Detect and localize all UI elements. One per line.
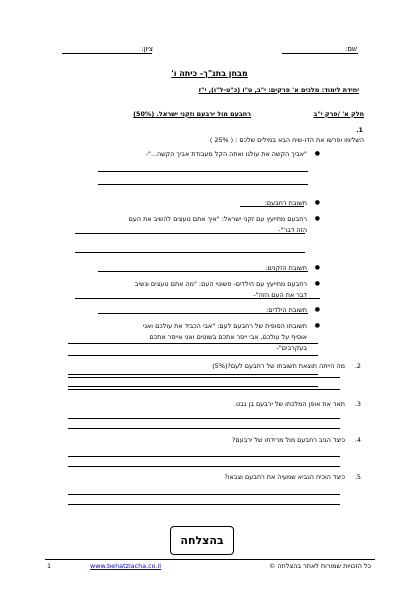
- grade-line[interactable]: [62, 53, 152, 54]
- q1-item-text: תשובתו הסופית של רחבעם לעם: "אבי הכביד את עולכם ואני: [143, 322, 307, 330]
- answer-line[interactable]: [68, 377, 340, 378]
- q1-item-text-cont: דבר את העם הזה"-: [253, 291, 307, 299]
- grade-label: ציון:: [141, 45, 153, 53]
- q2-text: מה הייתה תוצאת תשובתו של רחבעם לעם?(5%): [212, 362, 345, 370]
- q5-text: כיצד הוכיח הנביא שמעיה את רחבעם וצבאו?: [224, 473, 345, 481]
- q1-item-text-cont: אוסיף על עולכם, אבי ייסר אתכם בשוטים ואני אייסר אתכם: [149, 333, 307, 341]
- bullet-icon: ●: [314, 150, 320, 157]
- answer-line[interactable]: [75, 298, 320, 299]
- name-label: שם:: [345, 45, 357, 53]
- q1-item-text: תשובת הילדים:: [266, 306, 307, 314]
- q1-item-text: רחבעם מתייעץ עם הילדים- פשוטי העם: "מה אתם נועצים ונשיב: [134, 280, 307, 288]
- bullet-icon: ●: [314, 280, 320, 287]
- q1-item-text-cont: הזה דבר"-: [278, 226, 307, 234]
- bullet-icon: ●: [314, 199, 320, 206]
- name-line[interactable]: [282, 53, 358, 54]
- q1-number: 1.: [356, 126, 363, 134]
- page-number: 1: [47, 562, 52, 570]
- answer-line[interactable]: [68, 355, 318, 356]
- section-topic: רחבעם מול ירבעם וזקני ישראל. (50%): [133, 110, 251, 118]
- answer-line[interactable]: [68, 504, 340, 505]
- answer-line[interactable]: [68, 428, 340, 429]
- q1-item-text: "אביך הקשה את עולנו ואתה הקל מעבודת אביך הקשה..."-: [145, 150, 307, 158]
- q1-intro: השלימו ופרשו את הדו-שיח הבא במילים שלכם : ( 25% ): [209, 136, 364, 144]
- answer-line[interactable]: [98, 171, 308, 172]
- q2-number: 2.: [354, 362, 361, 370]
- footer-website-link[interactable]: www.behatzlacha.co.il: [90, 562, 162, 570]
- answer-line[interactable]: [68, 456, 340, 457]
- answer-line[interactable]: [68, 389, 340, 390]
- footer-copyright: כל הזכויות שמורות לאתר בהצלחה ©: [269, 562, 371, 570]
- site-logo: [170, 526, 234, 555]
- bullet-icon: ●: [314, 215, 320, 222]
- answer-line[interactable]: [68, 386, 318, 387]
- q3-text: תאר את אופן המלכתו של ירבעם בן נבט.: [234, 400, 345, 408]
- q4-text: כיצד הגיב רחבעם מול מרידתו של ירבעם?: [232, 436, 345, 444]
- answer-line[interactable]: [98, 184, 308, 185]
- bullet-icon: ●: [314, 306, 320, 313]
- logo-text: בהצלחה: [180, 534, 224, 547]
- q3-number: 3.: [354, 400, 361, 408]
- answer-line[interactable]: [68, 374, 318, 375]
- q1-item-text-cont: בעקרבים"-: [276, 344, 307, 352]
- q1-item-text: רחבעם מתייעץ עם זקני ישראל: "איך אתם נועצים להשיב את העם: [128, 215, 307, 223]
- answer-line[interactable]: [68, 418, 340, 419]
- answer-line[interactable]: [75, 252, 305, 253]
- section-part: חלק א' /פרק י"ב: [313, 110, 364, 118]
- q1-item-text: תשובת הזקנים:: [265, 264, 307, 272]
- footer-divider: [45, 559, 375, 560]
- answer-line[interactable]: [75, 233, 305, 234]
- q5-number: 5.: [354, 473, 361, 481]
- q4-number: 4.: [354, 436, 361, 444]
- answer-line[interactable]: [240, 206, 304, 207]
- study-unit: יחידת לימוד: מלכים א' פרקים: י"ב, ט"ו (כ"ט-ל"ו), י"ז: [198, 86, 359, 94]
- answer-line[interactable]: [98, 313, 308, 314]
- bullet-icon: ●: [314, 264, 320, 271]
- bullet-icon: ●: [314, 322, 320, 329]
- exam-title: מבחן בתנ"ך- כיתה ו': [171, 69, 248, 78]
- answer-line[interactable]: [68, 494, 340, 495]
- q1-item-text: תשובת רחבעם:: [264, 199, 307, 207]
- answer-line[interactable]: [68, 466, 340, 467]
- answer-line[interactable]: [98, 271, 308, 272]
- answer-line[interactable]: [68, 343, 318, 344]
